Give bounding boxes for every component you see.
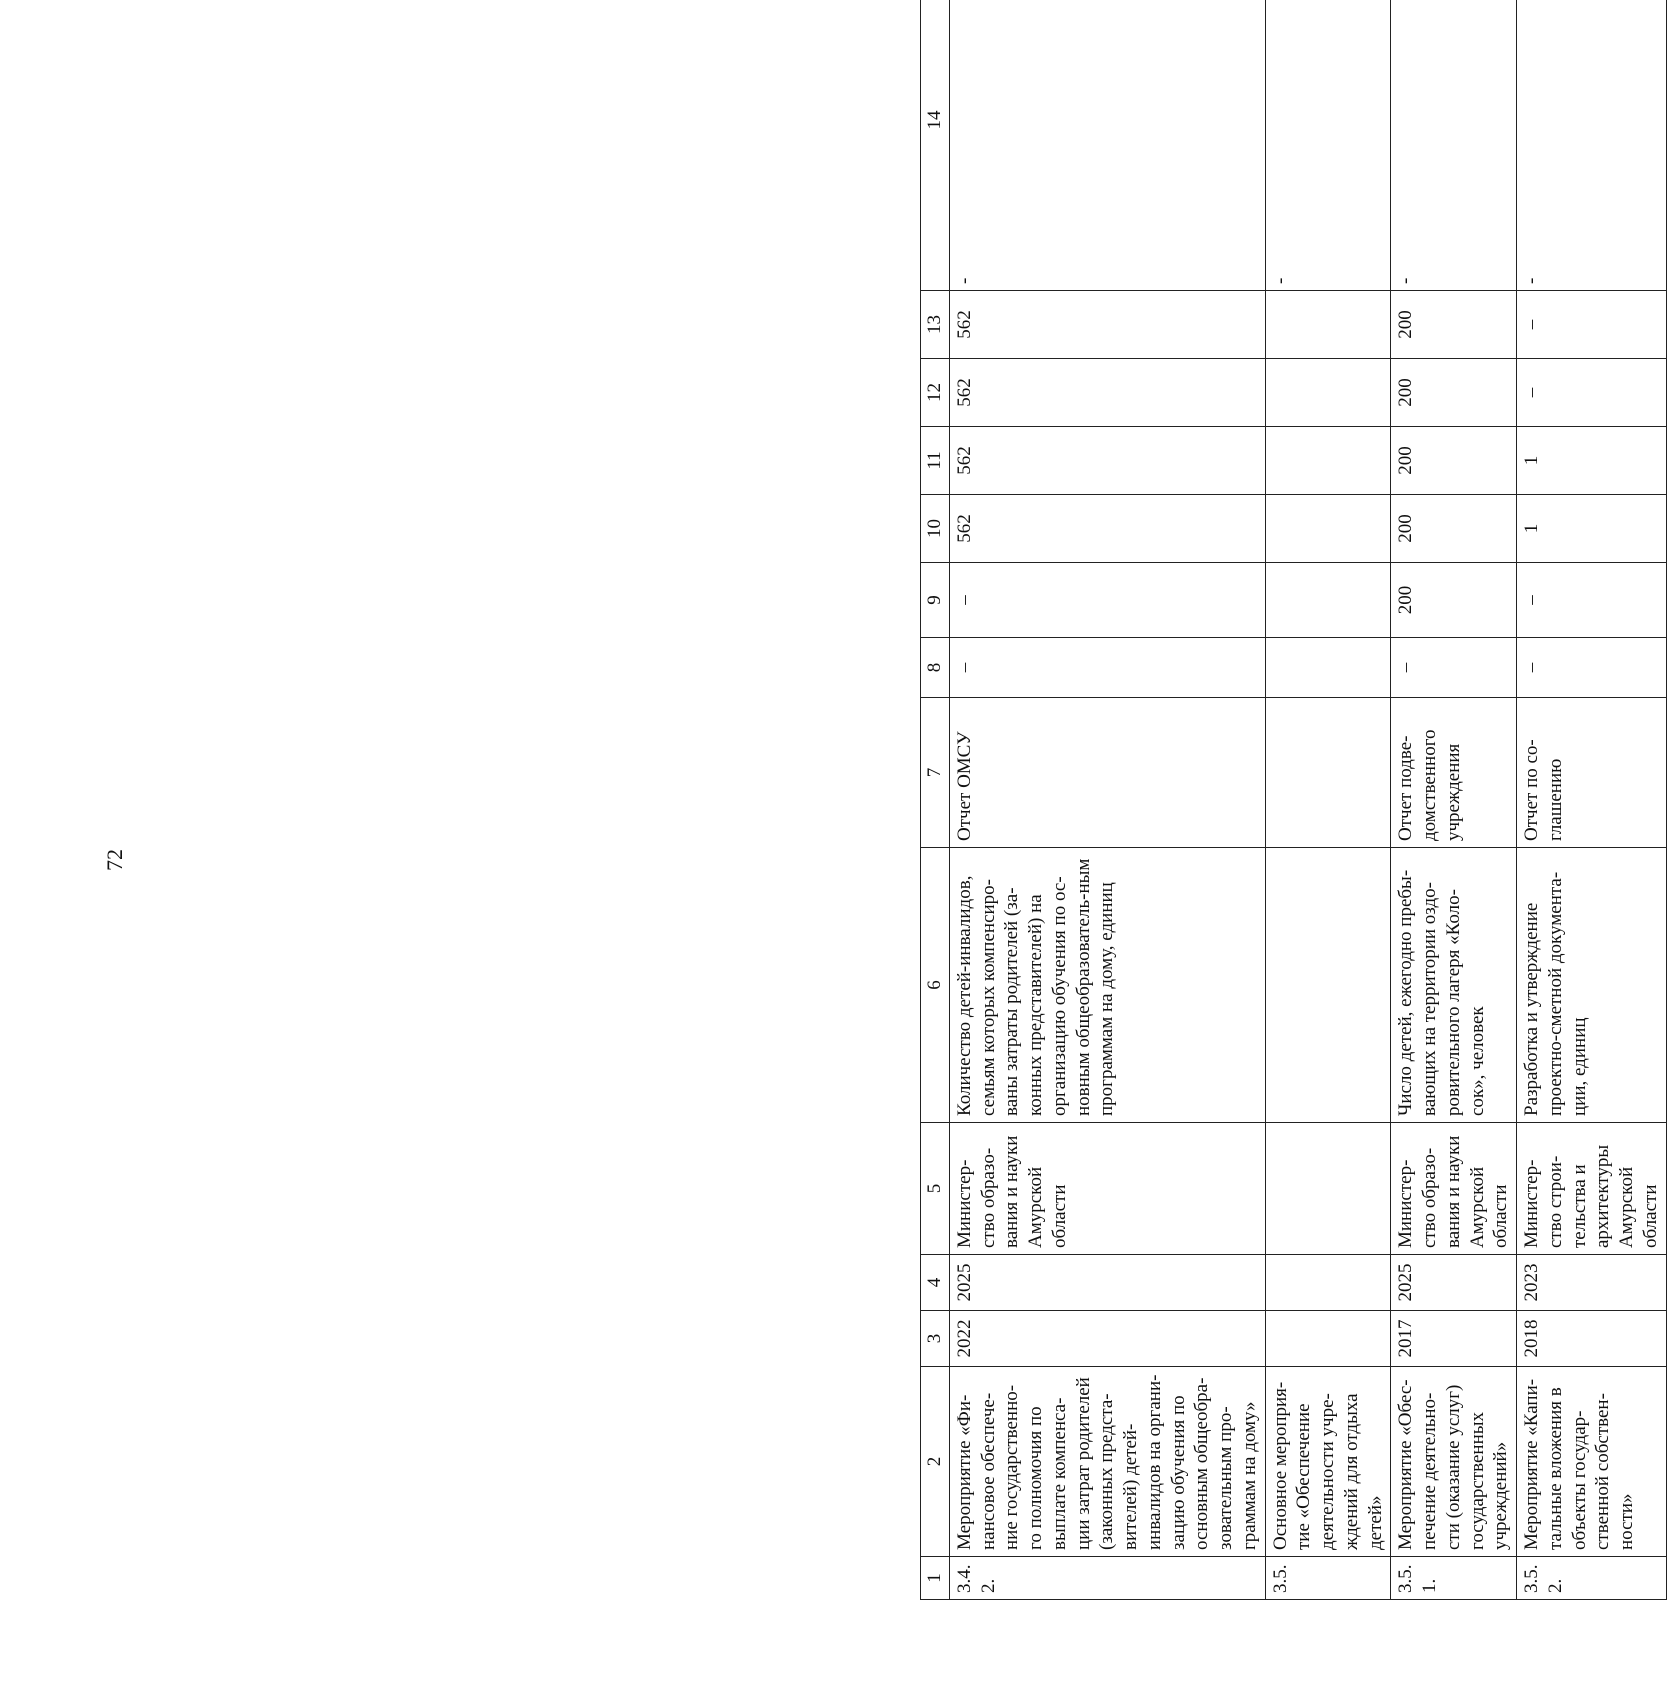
end-year-cell: 2025	[1391, 1255, 1517, 1311]
header-cell: 9	[921, 563, 950, 638]
value-cell: 562	[949, 427, 1265, 495]
table-row	[1517, 0, 1667, 1600]
table-row	[949, 0, 1265, 1600]
value-cell	[1265, 638, 1391, 698]
activity-name-cell: Мероприятие «Капи-тальные вложения в объекты государ-ственной собствен-ности»	[1517, 1367, 1667, 1557]
table-header-row	[921, 0, 950, 1600]
end-year-cell	[1265, 1255, 1391, 1311]
value-cell: 200	[1391, 291, 1517, 359]
value-cell: 562	[949, 495, 1265, 563]
indicator-cell: Разработка и утверждение проектно-сметной документа-ции, единиц	[1517, 848, 1667, 1123]
value-cell: -	[1391, 0, 1517, 291]
value-cell	[1265, 495, 1391, 563]
header-cell: 5	[921, 1123, 950, 1255]
value-cell: –	[1517, 638, 1667, 698]
activity-name-cell: Мероприятие «Обес-печение деятельно-сти (оказание услуг) государственных учреждений»	[1391, 1367, 1517, 1557]
value-cell: -	[1517, 0, 1667, 291]
data-table	[920, 0, 1667, 1600]
value-cell	[1265, 359, 1391, 427]
value-cell: –	[1517, 291, 1667, 359]
header-cell: 11	[921, 427, 950, 495]
value-cell: –	[1517, 563, 1667, 638]
report-source-cell: Отчет по со-глашению	[1517, 698, 1667, 848]
header-cell: 8	[921, 638, 950, 698]
value-cell: 1	[1517, 495, 1667, 563]
value-cell: -	[949, 0, 1265, 291]
value-cell: –	[949, 563, 1265, 638]
responsible-cell: Министер-ство образо-вания и науки Амурской области	[949, 1123, 1265, 1255]
value-cell: –	[1517, 359, 1667, 427]
value-cell: –	[949, 638, 1265, 698]
value-cell: -	[1265, 0, 1391, 291]
rotated-table-container	[920, 50, 1661, 1600]
table-row	[1265, 0, 1391, 1600]
start-year-cell: 2017	[1391, 1311, 1517, 1367]
row-number-cell: 3.5.2.	[1517, 1557, 1667, 1600]
header-cell: 6	[921, 848, 950, 1123]
value-cell: 200	[1391, 495, 1517, 563]
activity-name-cell: Основное мероприя-тие «Обеспечение деятельности учре-ждений для отдыха детей»	[1265, 1367, 1391, 1557]
header-cell: 12	[921, 359, 950, 427]
value-cell	[1265, 427, 1391, 495]
indicator-cell: Число детей, ежегодно пребы-вающих на территории оздо-ровительного лагеря «Коло-сок», человек	[1391, 848, 1517, 1123]
activity-name-cell: Мероприятие «Фи-нансовое обеспече-ние государственно-го полномочия по выплате компенса-ции затрат родителей (законных предста-вителей) детей-инвалидов на органи-зацию обучения по основным общеобра-зовательным про-граммам на дому»	[949, 1367, 1265, 1557]
header-cell: 7	[921, 698, 950, 848]
header-cell: 13	[921, 291, 950, 359]
value-cell: 200	[1391, 359, 1517, 427]
value-cell	[1265, 563, 1391, 638]
header-cell: 4	[921, 1255, 950, 1311]
header-cell: 10	[921, 495, 950, 563]
header-cell: 1	[921, 1557, 950, 1600]
report-source-cell: Отчет подве-домственного учреждения	[1391, 698, 1517, 848]
value-cell: 200	[1391, 563, 1517, 638]
table-row	[1391, 0, 1517, 1600]
start-year-cell	[1265, 1311, 1391, 1367]
report-source-cell	[1265, 698, 1391, 848]
end-year-cell: 2025	[949, 1255, 1265, 1311]
row-number-cell: 3.5.	[1265, 1557, 1391, 1600]
header-cell: 3	[921, 1311, 950, 1367]
report-source-cell: Отчет ОМСУ	[949, 698, 1265, 848]
start-year-cell: 2018	[1517, 1311, 1667, 1367]
page-number: 72	[102, 849, 127, 871]
value-cell	[1265, 291, 1391, 359]
indicator-cell	[1265, 848, 1391, 1123]
value-cell: 562	[949, 291, 1265, 359]
indicator-cell: Количество детей-инвалидов, семьям которых компенсиро-ваны затраты родителей (за-конных представителей) на организацию обучения по ос-новным общеобразователь-ным программам на дому, единиц	[949, 848, 1265, 1123]
responsible-cell: Министер-ство образо-вания и науки Амурской области	[1391, 1123, 1517, 1255]
header-cell: 2	[921, 1367, 950, 1557]
value-cell: 200	[1391, 427, 1517, 495]
value-cell: 1	[1517, 427, 1667, 495]
start-year-cell: 2022	[949, 1311, 1265, 1367]
responsible-cell: Министер-ство строи-тельства и архитектуры Амурской области	[1517, 1123, 1667, 1255]
value-cell: 562	[949, 359, 1265, 427]
end-year-cell: 2023	[1517, 1255, 1667, 1311]
header-cell: 14	[921, 0, 950, 291]
responsible-cell	[1265, 1123, 1391, 1255]
value-cell: –	[1391, 638, 1517, 698]
row-number-cell: 3.4.2.	[949, 1557, 1265, 1600]
row-number-cell: 3.5.1.	[1391, 1557, 1517, 1600]
